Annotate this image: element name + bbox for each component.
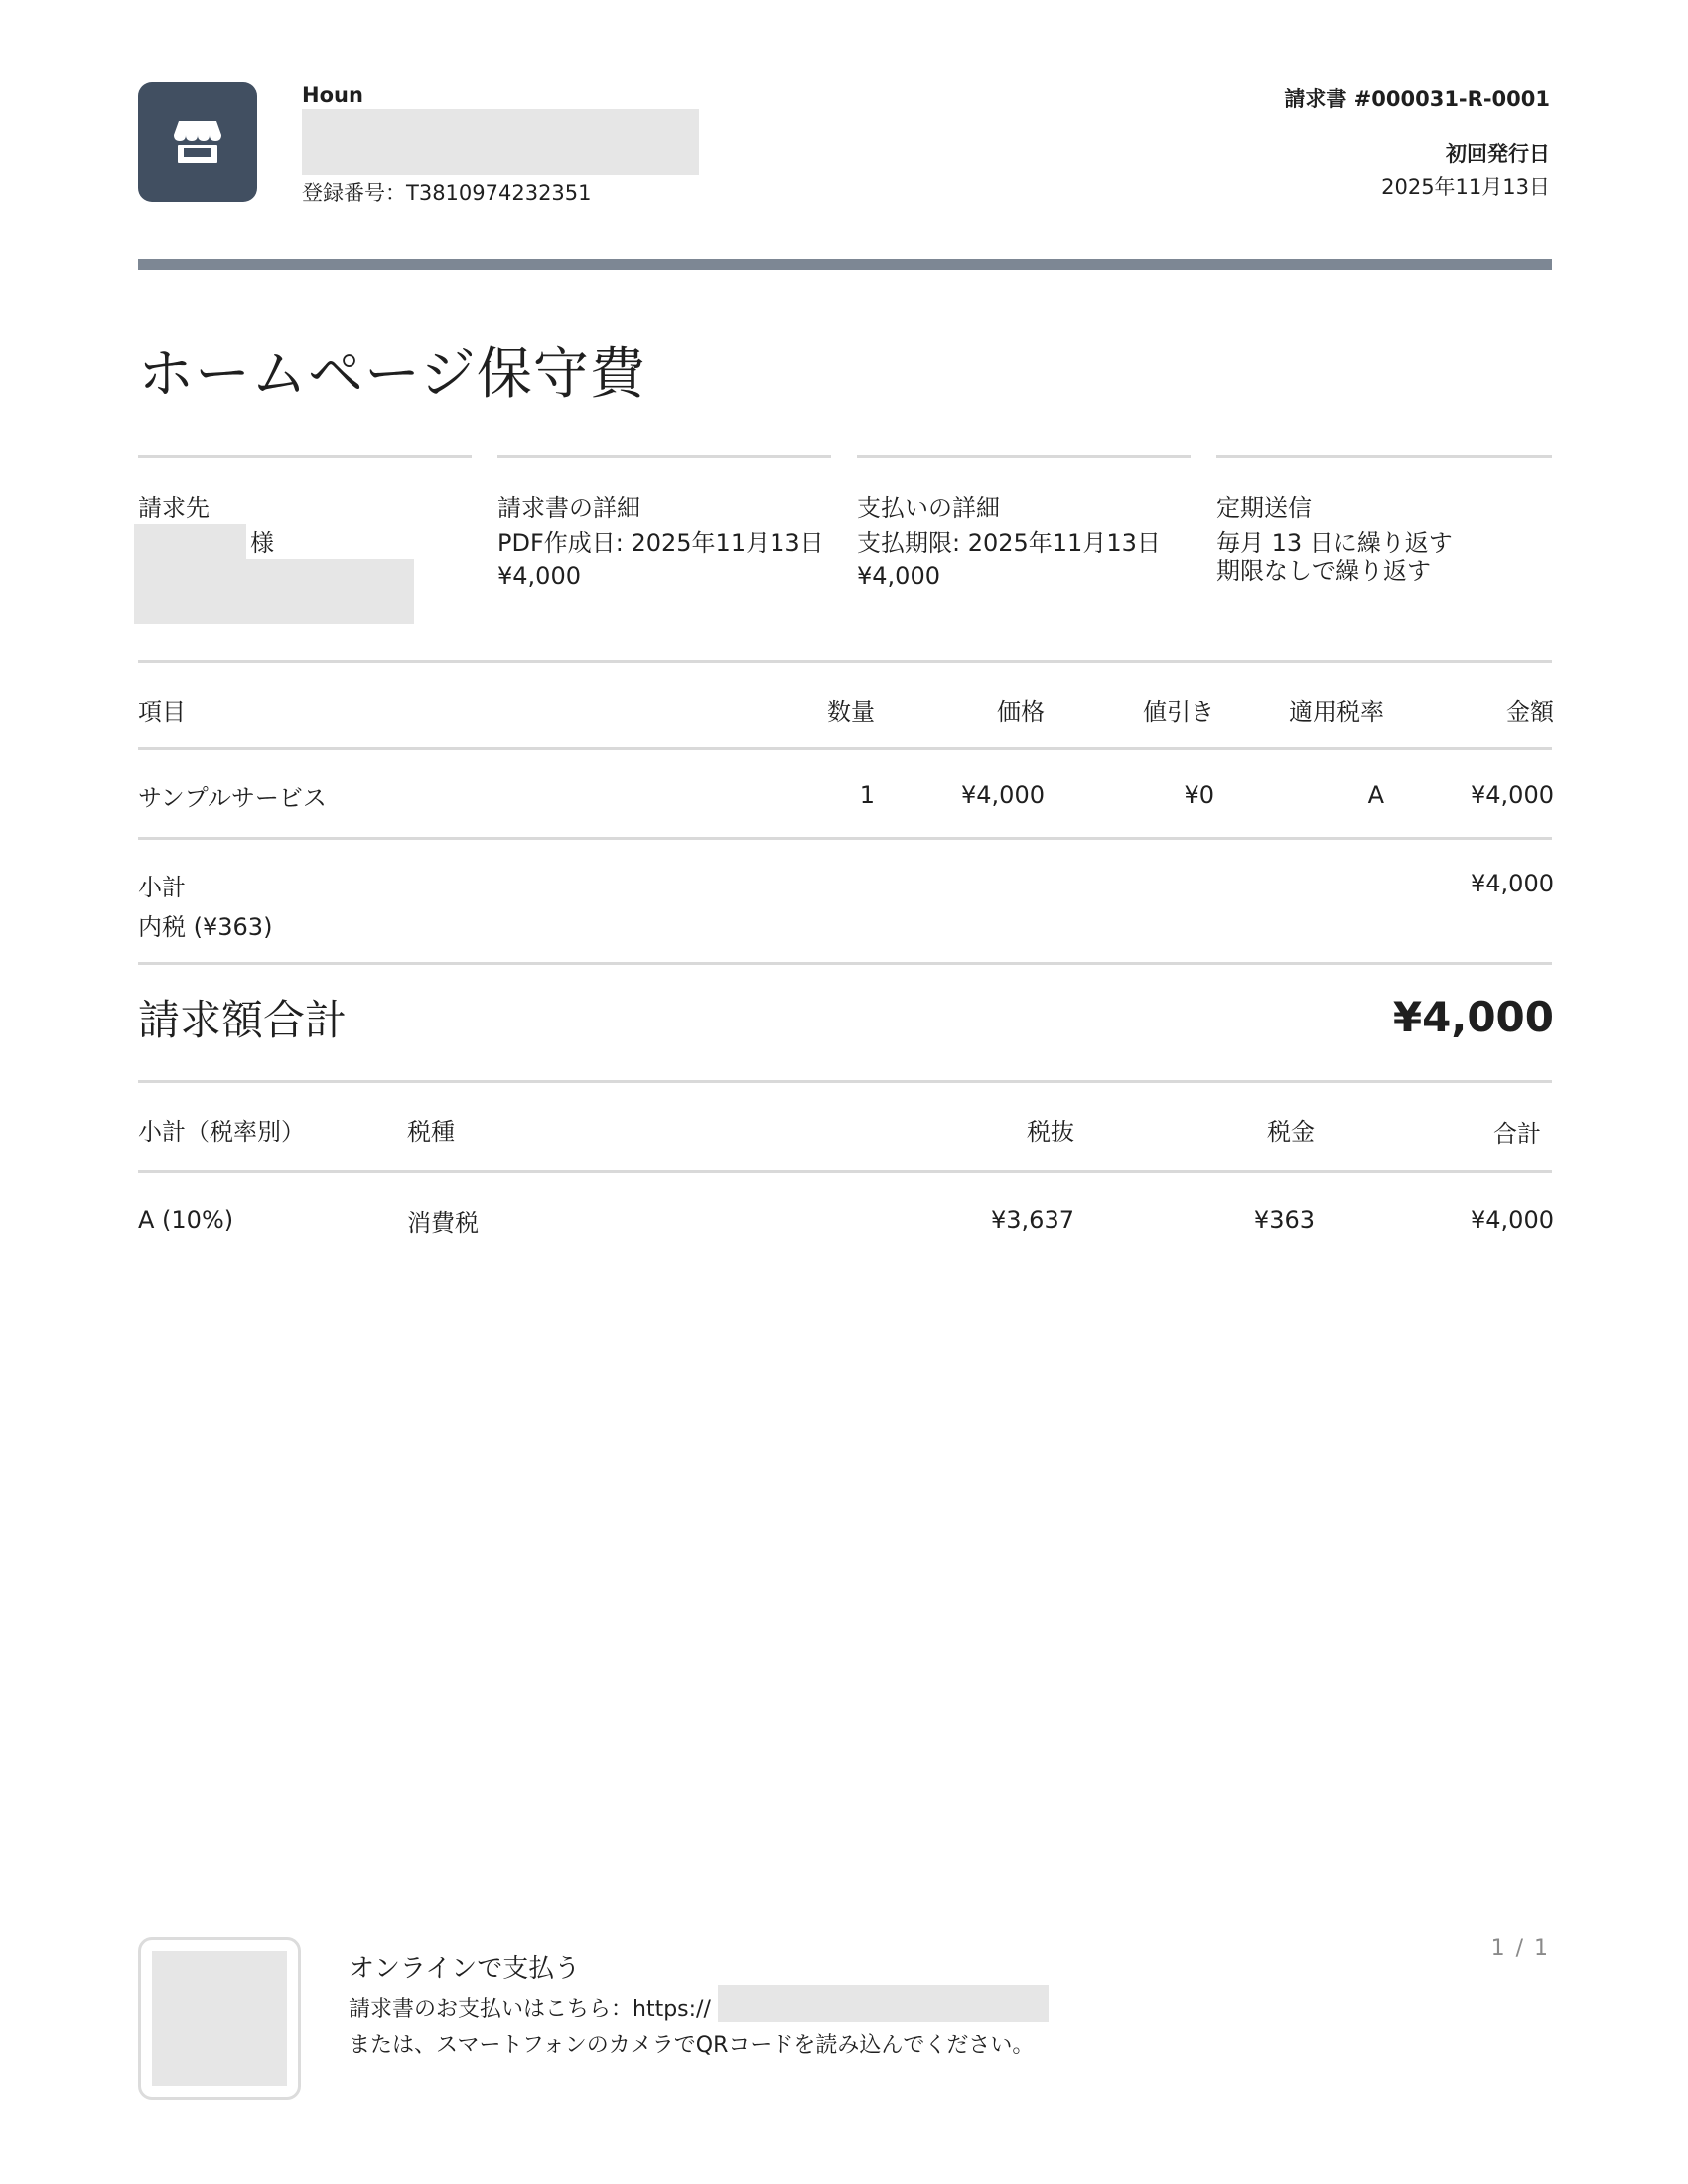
items-header-qty: 数量 [827, 698, 875, 726]
header-divider-bar [138, 259, 1552, 270]
items-header-price: 価格 [997, 698, 1045, 726]
items-header-discount: 値引き [1143, 698, 1214, 726]
recurring-rule: 毎月 13 日に繰り返す [1216, 529, 1453, 557]
company-name: Houn [302, 83, 363, 107]
tax-row-total: ¥4,000 [1471, 1206, 1554, 1234]
invoice-details-label: 請求書の詳細 [497, 494, 640, 522]
items-header-item: 項目 [138, 698, 186, 726]
subtotal-label: 小計 [138, 874, 186, 901]
storefront-icon [173, 119, 222, 165]
divider [138, 455, 472, 458]
tax-row-type: 消費税 [407, 1209, 479, 1237]
redacted-customer-name [134, 524, 246, 560]
recurring-end-rule: 期限なしで繰り返す [1216, 557, 1431, 585]
total-value: ¥4,000 [1392, 993, 1554, 1041]
divider [138, 1170, 1552, 1173]
tax-header-group: 小計（税率別） [138, 1118, 305, 1146]
divider [497, 455, 831, 458]
divider [138, 837, 1552, 840]
online-payment-title: オンラインで支払う [349, 1954, 581, 1983]
item-tax-rate: A [1367, 781, 1384, 809]
tax-row-excl: ¥3,637 [991, 1206, 1074, 1234]
bill-to-honorific: 様 [250, 529, 274, 557]
tax-row-tax: ¥363 [1253, 1206, 1315, 1234]
first-issue-label: 初回発行日 [1446, 142, 1550, 166]
tax-header-total: 合計 [1493, 1120, 1541, 1148]
item-discount: ¥0 [1184, 781, 1214, 809]
qr-instruction: または、スマートフォンのカメラでQRコードを読み込んでください。 [349, 2033, 1035, 2058]
invoice-number: 請求書 #000031-R-0001 [1284, 87, 1550, 111]
divider [138, 1080, 1552, 1083]
tax-header-tax: 税金 [1267, 1118, 1315, 1146]
qr-code [138, 1937, 301, 2100]
registration-number: 登録番号：T3810974232351 [302, 181, 592, 205]
tax-header-excl: 税抜 [1027, 1118, 1074, 1146]
subtotal-value: ¥4,000 [1471, 870, 1554, 897]
items-header-tax-rate: 適用税率 [1289, 698, 1384, 726]
recurring-label: 定期送信 [1216, 494, 1312, 522]
redacted-customer-address [134, 559, 414, 624]
tax-header-type: 税種 [407, 1118, 455, 1146]
tax-included: 内税 (¥363) [138, 913, 273, 941]
item-amount: ¥4,000 [1471, 781, 1554, 809]
page-indicator: 1 / 1 [1490, 1936, 1550, 1961]
tax-row-group: A (10%) [138, 1206, 234, 1234]
company-logo [138, 82, 257, 202]
payment-link-text[interactable]: 請求書のお支払いはこちら：https:// [349, 1997, 711, 2022]
document-title: ホームページ保守費 [138, 342, 646, 407]
redacted-payment-url [718, 1985, 1049, 2022]
item-price: ¥4,000 [961, 781, 1045, 809]
total-label: 請求額合計 [138, 996, 348, 1044]
divider [138, 660, 1552, 663]
pdf-created-date: PDF作成日: 2025年11月13日 [497, 529, 824, 557]
payment-due-date: 支払期限: 2025年11月13日 [857, 529, 1161, 557]
divider [857, 455, 1191, 458]
payment-link[interactable] [349, 1992, 711, 2023]
payment-details-label: 支払いの詳細 [857, 494, 1000, 522]
payment-details-amount: ¥4,000 [857, 562, 940, 590]
divider [1216, 455, 1552, 458]
item-name: サンプルサービス [138, 784, 327, 812]
divider [138, 962, 1552, 965]
invoice-details-amount: ¥4,000 [497, 562, 581, 590]
divider [138, 747, 1552, 750]
redacted-qr-image [152, 1951, 287, 2086]
first-issue-date: 2025年11月13日 [1381, 175, 1550, 199]
item-qty: 1 [859, 781, 875, 809]
redacted-company-address [302, 109, 699, 175]
items-header-amount: 金額 [1506, 698, 1554, 726]
bill-to-label: 請求先 [138, 494, 210, 522]
